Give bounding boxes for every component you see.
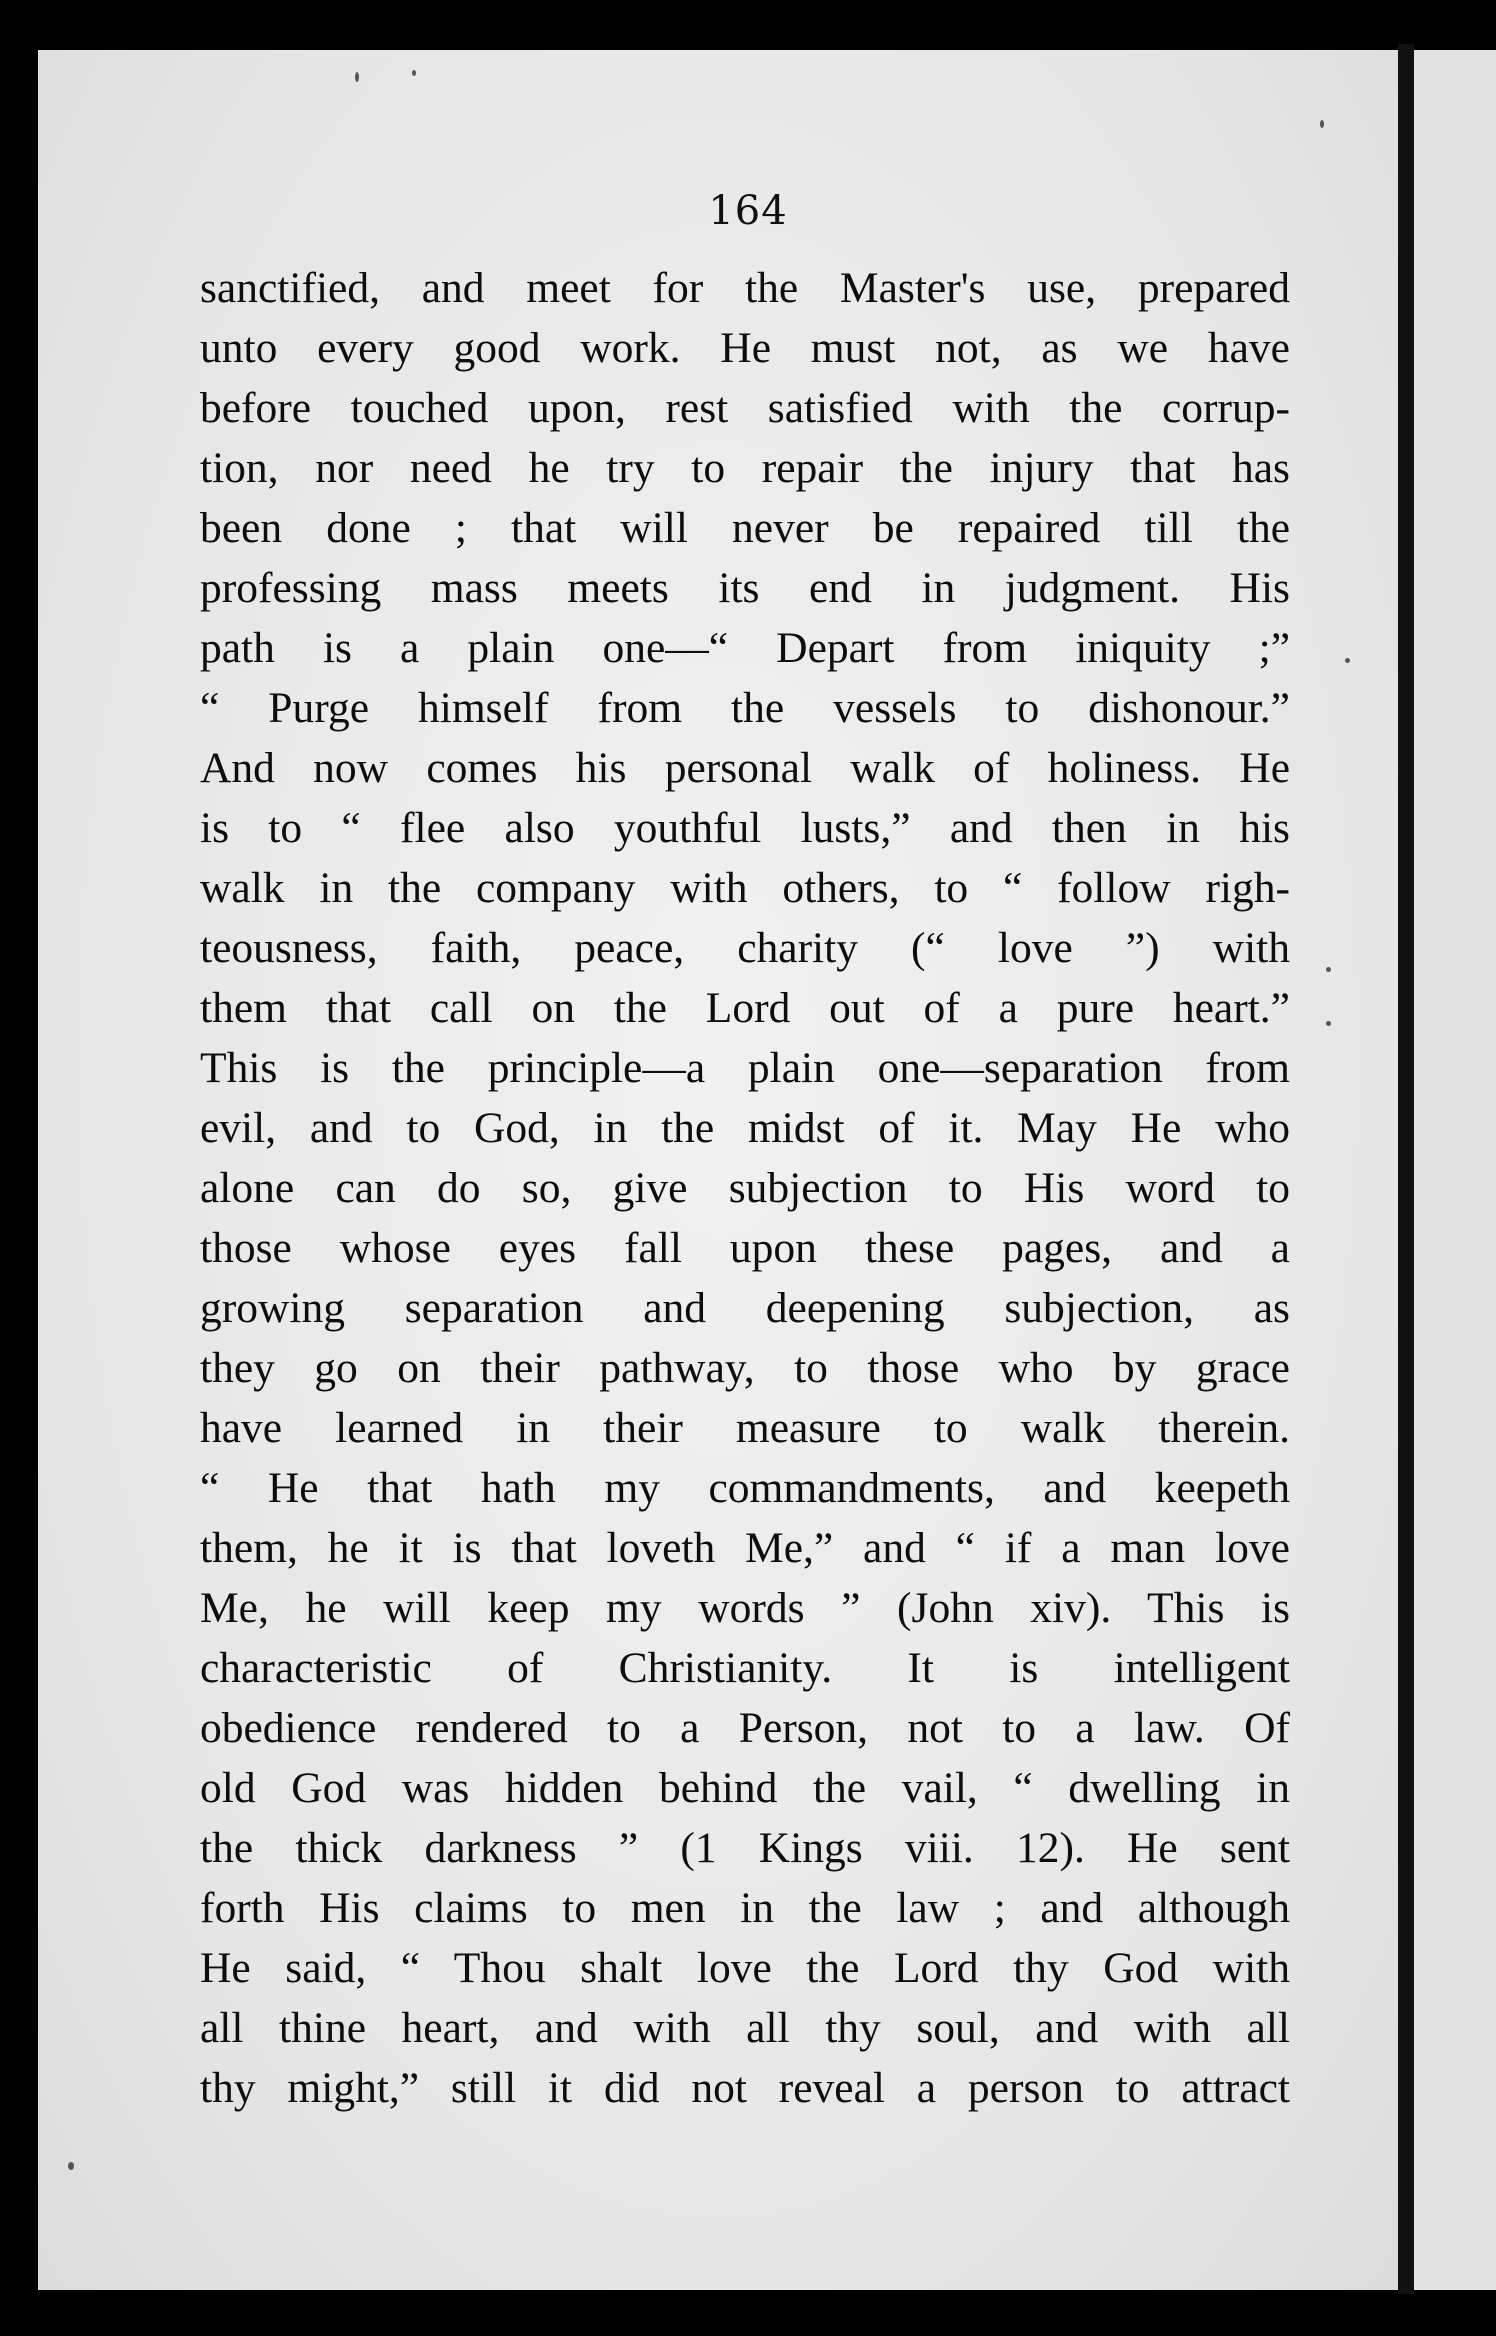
scan-speck	[412, 70, 416, 76]
scan-speck	[1326, 967, 1331, 972]
text-line: Me, he will keep my words ” (John xiv). This is	[200, 1584, 1290, 1632]
text-line: sanctified, and meet for the Master's use, prepared	[200, 264, 1290, 312]
text-line: those whose eyes fall upon these pages, and a	[200, 1224, 1290, 1272]
text-line: walk in the company with others, to “ follow righ-	[200, 864, 1290, 912]
text-line: professing mass meets its end in judgment. His	[200, 564, 1290, 612]
page-gutter	[1398, 44, 1414, 2294]
text-line: teousness, faith, peace, charity (“ love ”) with	[200, 924, 1290, 972]
text-line: “ Purge himself from the vessels to dishonour.”	[200, 684, 1290, 732]
scan-speck	[1320, 120, 1324, 128]
text-line: been done ; that will never be repaired till the	[200, 504, 1290, 552]
scan-speck	[355, 72, 359, 82]
text-line: thy might,” still it did not reveal a person to attract	[200, 2064, 1290, 2112]
text-line: alone can do so, give subjection to His word to	[200, 1164, 1290, 1212]
text-line: them that call on the Lord out of a pure heart.”	[200, 984, 1290, 1032]
text-line: them, he it is that loveth Me,” and “ if a man love	[200, 1524, 1290, 1572]
text-line: This is the principle—a plain one—separation from	[200, 1044, 1290, 1092]
text-line: the thick darkness ” (1 Kings viii. 12). He sent	[200, 1824, 1290, 1872]
text-line: And now comes his personal walk of holiness. He	[200, 744, 1290, 792]
page-number: 164	[708, 188, 788, 234]
scan-speck	[1345, 658, 1350, 663]
text-line: they go on their pathway, to those who by grace	[200, 1344, 1290, 1392]
text-line: tion, nor need he try to repair the injury that has	[200, 444, 1290, 492]
text-line: unto every good work. He must not, as we have	[200, 324, 1290, 372]
text-line: path is a plain one—“ Depart from iniquity ;”	[200, 624, 1290, 672]
text-line: forth His claims to men in the law ; and although	[200, 1884, 1290, 1932]
text-line: He said, “ Thou shalt love the Lord thy God with	[200, 1944, 1290, 1992]
text-line: obedience rendered to a Person, not to a law. Of	[200, 1704, 1290, 1752]
text-line: evil, and to God, in the midst of it. May He who	[200, 1104, 1290, 1152]
text-line: have learned in their measure to walk therein.	[200, 1404, 1290, 1452]
text-line: before touched upon, rest satisfied with the corrup-	[200, 384, 1290, 432]
adjacent-page-edge	[1414, 50, 1496, 2290]
text-line: “ He that hath my commandments, and keepeth	[200, 1464, 1290, 1512]
text-line: characteristic of Christianity. It is intelligent	[200, 1644, 1290, 1692]
text-line: old God was hidden behind the vail, “ dwelling in	[200, 1764, 1290, 1812]
text-line: growing separation and deepening subjection, as	[200, 1284, 1290, 1332]
scan-speck	[68, 2162, 74, 2170]
text-line: is to “ flee also youthful lusts,” and then in his	[200, 804, 1290, 852]
scan-speck	[1326, 1021, 1331, 1026]
text-line: all thine heart, and with all thy soul, and with all	[200, 2004, 1290, 2052]
body-text	[200, 258, 1290, 2118]
